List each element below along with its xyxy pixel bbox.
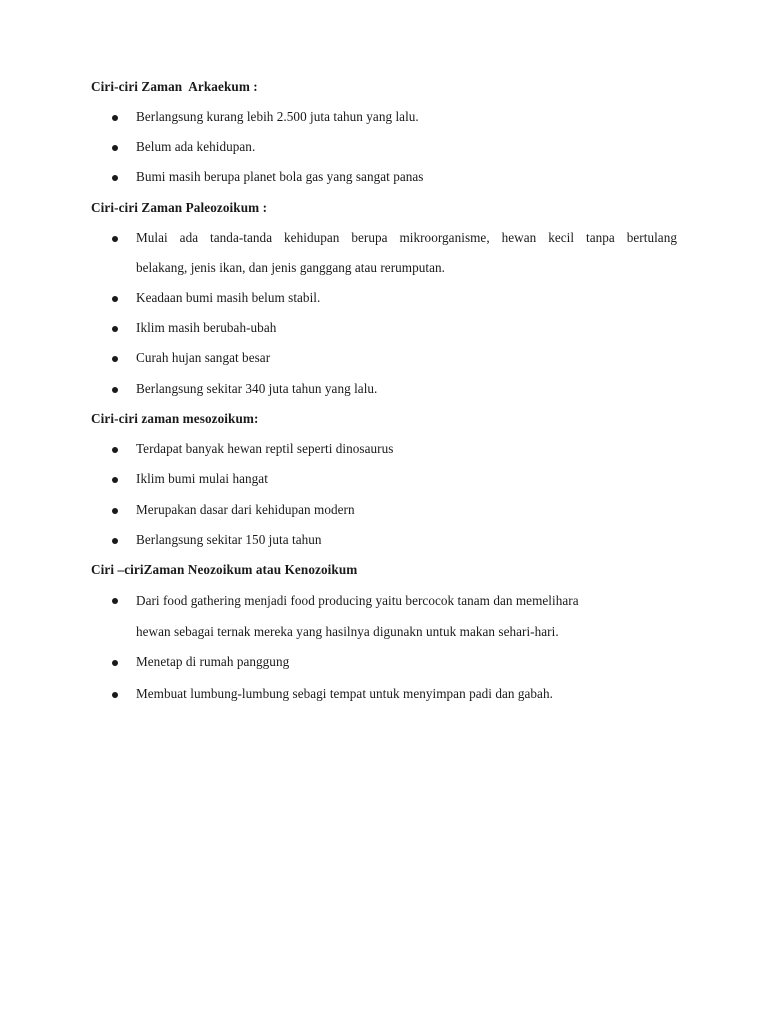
section-heading-arkaekum: Ciri-ciri Zaman Arkaekum : [91,79,258,94]
bullet-icon [112,692,118,698]
list-item: Dari food gathering menjadi food producing yaitu bercocok tanam dan memelihara [136,593,579,608]
list-item: Merupakan dasar dari kehidupan modern [136,502,355,517]
list-item: Berlangsung kurang lebih 2.500 juta tahun yang lalu. [136,109,419,124]
bullet-icon [112,296,118,302]
list-item: Belum ada kehidupan. [136,139,256,154]
bullet-icon [112,477,118,483]
list-item-continuation: belakang, jenis ikan, dan jenis ganggang atau rerumputan. [136,260,445,275]
list-item: Menetap di rumah panggung [136,654,290,669]
list-item-continuation: hewan sebagai ternak mereka yang hasilnya digunakn untuk makan sehari-hari. [136,624,559,639]
section-heading-mesozoikum: Ciri-ciri zaman mesozoikum: [91,411,259,426]
bullet-icon [112,175,118,181]
list-item: Iklim bumi mulai hangat [136,471,268,486]
bullet-icon [112,115,118,121]
list-item: Membuat lumbung-lumbung sebagi tempat untuk menyimpan padi dan gabah. [136,686,553,701]
bullet-icon [112,236,118,242]
list-item: Iklim masih berubah-ubah [136,320,277,335]
list-item: Curah hujan sangat besar [136,350,271,365]
section-heading-paleozoikum: Ciri-ciri Zaman Paleozoikum : [91,200,268,215]
bullet-icon [112,356,118,362]
bullet-icon [112,447,118,453]
list-item: Keadaan bumi masih belum stabil. [136,290,321,305]
bullet-icon [112,387,118,393]
bullet-icon [112,538,118,544]
section-heading-neozoikum: Ciri –ciriZaman Neozoikum atau Kenozoikum [91,562,358,577]
bullet-icon [112,598,118,604]
list-item: Berlangsung sekitar 150 juta tahun [136,532,322,547]
list-item: Berlangsung sekitar 340 juta tahun yang lalu. [136,381,378,396]
bullet-icon [112,145,118,151]
list-item: Mulai ada tanda-tanda kehidupan berupa mikroorganisme, hewan kecil tanpa bertulang [136,230,677,245]
bullet-icon [112,326,118,332]
bullet-icon [112,660,118,666]
list-item: Bumi masih berupa planet bola gas yang sangat panas [136,169,424,184]
bullet-icon [112,508,118,514]
list-item: Terdapat banyak hewan reptil seperti dinosaurus [136,441,394,456]
